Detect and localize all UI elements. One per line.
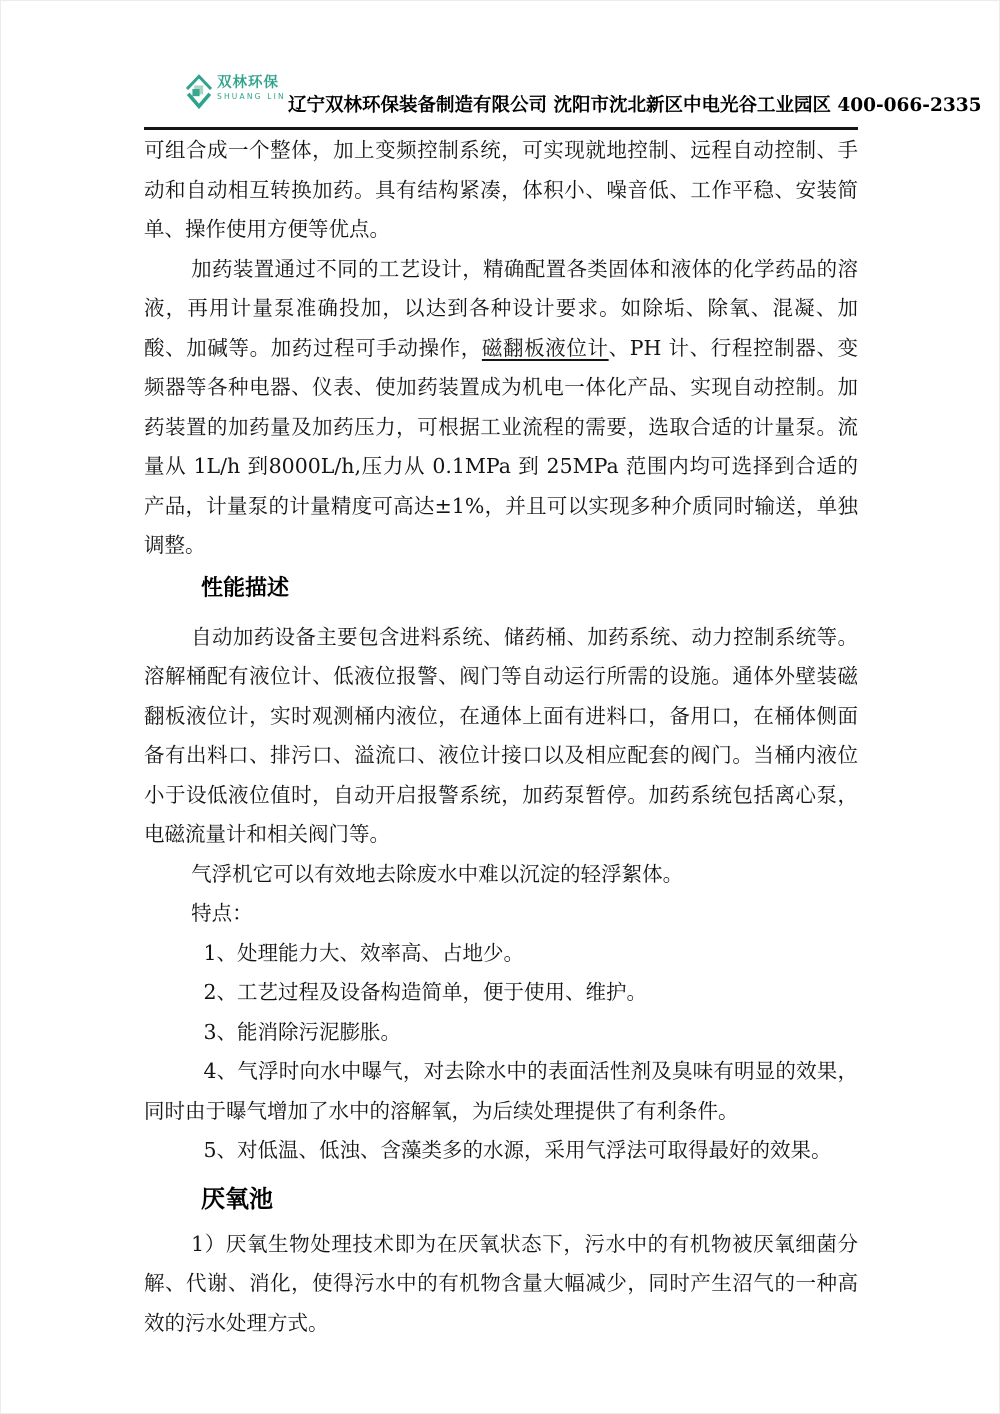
feature-item-1: 1、处理能力大、效率高、占地少。 — [203, 940, 524, 965]
feature-item-5: 5、对低温、低浊、含藻类多的水源，采用气浮法可取得最好的效果。 — [203, 1138, 832, 1162]
feature-item-3: 3、能消除污泥膨胀。 — [203, 1019, 401, 1044]
paragraph-dosing-device — [144, 250, 858, 566]
paragraph-anaerobic: 1）厌氧生物处理技术即为在厌氧状态下，污水中的有机物被厌氧细菌分解、代谢、消化，使得污水中的有机物含量大幅减少，同时产生沼气的一种高效的污水处理方式。 — [144, 1231, 858, 1335]
paragraph-dosing-post: 、PH 计、行程控制器、变频器等各种电器、仪表、使加药装置成为机电一体化产品、实现自动控制。加药装置的加药量及加药压力，可根据工业流程的需要，选取合适的计量泵。流量从 1L/h 到8000L/h,压力从 0.1MPa 到 25MPa 范围内均可选择到合适的产品，计量泵的计量精度可高达±1%，并且可以实现多种介质同时输送，单独调整。 — [144, 335, 859, 557]
company-info: 辽宁双林环保装备制造有限公司 沈阳市沈北新区中电光谷工业园区 400-066-2335 — [288, 95, 982, 116]
underlined-term: 磁翻板液位计 — [481, 335, 609, 360]
logo-diamond-icon — [184, 73, 214, 111]
section-heading-anaerobic: 厌氧池 — [201, 1184, 273, 1213]
paragraph-advantages: 可组合成一个整体，加上变频控制系统，可实现就地控制、远程自动控制、手动和自动相互转换加药。具有结构紧凑，体积小、噪音低、工作平稳、安装简单、操作使用方便等优点。 — [144, 138, 858, 241]
paragraph-flotation: 气浮机它可以有效地去除废水中难以沉淀的轻浮絮体。 — [191, 861, 684, 886]
paragraph-auto-dosing: 自动加药设备主要包含进料系统、储药桶、加药系统、动力控制系统等。溶解桶配有液位计、低液位报警、阀门等自动运行所需的设施。通体外壁装磁翻板液位计，实时观测桶内液位，在通体上面有进料口，备用口，在桶体侧面备有出料口、排污口、溢流口、液位计接口以及相应配套的阀门。当桶内液位小于设低液位值时，自动开启报警系统，加药泵暂停。加药系统包括离心泵，电磁流量计和相关阀门等。 — [144, 624, 858, 846]
feature-item-2: 2、工艺过程及设备构造简单，便于使用、维护。 — [203, 980, 647, 1004]
header-divider — [144, 127, 858, 130]
section-heading-performance: 性能描述 — [200, 575, 289, 601]
company-logo — [184, 73, 286, 111]
paragraph-features-label: 特点： — [191, 901, 253, 925]
logo-en-text: SHUANG LIN — [217, 92, 286, 101]
logo-text — [217, 75, 286, 102]
logo-cn-text: 双林环保 — [217, 75, 279, 91]
paragraph-dosing-pre: 加药装置通过不同的工艺设计，精确配置各类固体和液体的化学药品的溶液，再用计量泵准确投加，以达到各种设计要求。如除垢、除氧、混凝、加酸、加碱等。加药过程可手动操作， — [144, 256, 858, 360]
feature-item-4: 4、气浮时向水中曝气，对去除水中的表面活性剂及臭味有明显的效果，同时由于曝气增加了水中的溶解氧，为后续处理提供了有利条件。 — [144, 1059, 858, 1123]
document-body — [144, 131, 858, 1343]
